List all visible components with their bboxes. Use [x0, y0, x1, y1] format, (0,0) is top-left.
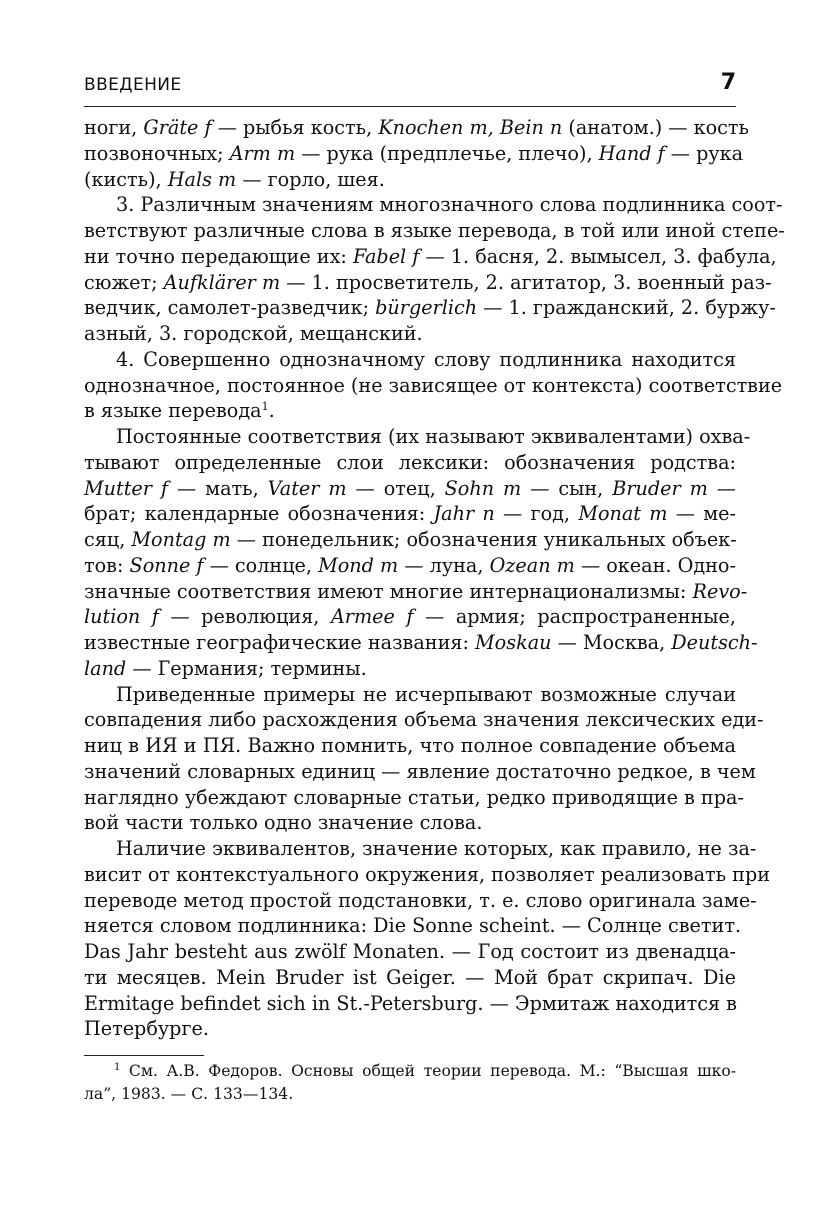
text-line — [84, 115, 749, 141]
text-line — [84, 527, 736, 553]
text-run: — солнце, — [203, 553, 319, 577]
italic-term: Fabel f — [352, 244, 420, 268]
text-line — [84, 321, 736, 347]
text-run: сюжет; — [84, 270, 164, 294]
text-line — [84, 991, 736, 1017]
text-run: — армия; распространенные, — [413, 605, 736, 629]
text-line — [84, 476, 736, 502]
page-header — [84, 68, 736, 107]
text-run: значений словарных единиц — явление достаточно редкое, в чем — [84, 759, 756, 783]
text-line — [116, 347, 736, 373]
italic-term: Armee f — [330, 605, 414, 629]
text-run: — луна, — [398, 553, 490, 577]
text-run: в языке перевода — [84, 399, 262, 423]
text-line — [116, 836, 757, 862]
text-run: наглядно убеждают словарные статьи, редко приводящие в пра- — [84, 785, 744, 809]
text-run: — ме- — [667, 502, 737, 526]
italic-term: Mond m — [318, 553, 399, 577]
text-line — [84, 630, 758, 656]
text-run: ла”, 1983. — С. 133—134. — [84, 1085, 294, 1103]
text-line — [84, 604, 736, 630]
text-run: — — [707, 476, 736, 500]
text-run: — Москва, — [551, 631, 672, 654]
text-line — [116, 192, 783, 218]
text-run: 4. Совершенно однозначному слову подлинника находится — [116, 347, 736, 371]
italic-term: Hand f — [598, 141, 665, 165]
text-run: — горло, шея. — [236, 167, 385, 191]
italic-term: Arm m — [229, 141, 296, 165]
text-run: известные географические названия: — [84, 631, 476, 654]
text-run: сяц, — [84, 528, 132, 551]
text-run: . — [268, 399, 275, 423]
text-run: — 1. просветитель, 2. агитатор, 3. военный раз- — [280, 270, 772, 294]
italic-term: Jahr n — [433, 502, 495, 526]
text-run: — сын, — [521, 476, 613, 500]
text-line — [84, 244, 777, 270]
text-run: ветствуют различные слова в языке перевода, в той или иной степе- — [84, 219, 785, 242]
italic-term: Montag m — [131, 528, 231, 551]
text-run: висит от контекстуального окружения, позволяет реализовать при — [84, 862, 771, 886]
text-run: См. А.В. Федоров. Основы общей теории перевода. М.: “Высшая шко- — [120, 1062, 736, 1080]
text-run: ти месяцев. Mein Bruder ist Geiger. — Мой брат скрипач. Die — [84, 965, 736, 989]
text-line — [84, 501, 736, 527]
text-run: — океан. Одно- — [574, 553, 736, 577]
text-run: Das Jahr besteht aus zwölf Monaten. — Год состоит из двенадца- — [84, 940, 736, 963]
text-line — [84, 785, 744, 811]
text-line — [84, 167, 736, 193]
italic-term: Sonne f — [129, 553, 204, 577]
italic-term: Monat m — [578, 502, 668, 526]
text-run: однозначное, постоянное (не зависящее от контекста) соответствие — [84, 373, 783, 397]
text-run: (кисть), — [84, 167, 168, 191]
text-run: вой части только одно значение слова. — [84, 811, 483, 835]
italic-term: bürgerlich — [375, 296, 478, 320]
text-line — [84, 373, 783, 399]
text-run: — рука (предплечье, плечо), — [295, 141, 599, 165]
text-line — [84, 656, 736, 682]
footnote-line — [114, 1060, 736, 1082]
footnote-separator — [84, 1055, 204, 1056]
italic-term: Aufklärer m — [163, 270, 281, 294]
text-line — [84, 270, 772, 296]
text-line — [84, 553, 736, 579]
text-run: — 1. басня, 2. вымысел, 3. фабула, — [419, 244, 777, 268]
text-run: ноги, — [84, 116, 144, 139]
text-run: тов: — [84, 553, 130, 577]
text-run: переводе метод простой подстановки, т. е. слово оригинала заме- — [84, 888, 757, 912]
text-line — [84, 862, 771, 888]
text-run: позвоночных; — [84, 141, 230, 165]
italic-term: Knochen m, Bein n — [378, 116, 563, 139]
text-run: — революция, — [158, 605, 331, 629]
footnote-marker: 1 — [114, 1062, 121, 1073]
text-run: тывают определенные слои лексики: обозначения родства: — [84, 450, 736, 474]
italic-term: lution f — [84, 605, 159, 629]
italic-term: Gräte f — [143, 116, 212, 139]
italic-term: Revo- — [692, 579, 748, 603]
text-run: брат; календарные обозначения: — [84, 502, 434, 526]
page-number: 7 — [720, 70, 736, 95]
text-run: — 1. гражданский, 2. буржу- — [477, 296, 776, 320]
text-run: Наличие эквивалентов, значение которых, как правило, не за- — [116, 837, 757, 860]
text-line — [84, 810, 736, 836]
italic-term: Moskau — [475, 631, 552, 654]
text-run: ни точно передающие их: — [84, 244, 353, 268]
text-line — [84, 295, 776, 321]
text-line — [84, 707, 764, 733]
text-run: Петербурге. — [84, 1017, 209, 1041]
text-run: — мать, — [168, 476, 268, 500]
text-run: — рыбья кость, — [211, 116, 379, 139]
italic-term: Ozean m — [489, 553, 575, 577]
text-run: ведчик, самолет-разведчик; — [84, 296, 376, 320]
text-run: Ermitage befindet sich in St.-Petersburg. — Эрмитаж находится в — [84, 991, 737, 1015]
text-run: — понедельник; обозначения уникальных объек- — [230, 528, 737, 551]
footnote-line — [84, 1083, 736, 1105]
text-line — [84, 965, 736, 991]
text-line — [84, 398, 736, 424]
text-line — [84, 1016, 736, 1042]
text-run: значные соответствия имеют многие интернационализмы: — [84, 579, 693, 603]
text-run: азный, 3. городской, мещанский. — [84, 322, 423, 345]
text-line — [84, 759, 756, 785]
text-run: ниц в ИЯ и ПЯ. Важно помнить, что полное совпадение объема — [84, 734, 736, 757]
text-run: Постоянные соответствия (их называют эквивалентами) охва- — [116, 425, 751, 448]
text-line — [116, 682, 736, 708]
text-line — [84, 913, 742, 939]
text-run: — Германия; термины. — [126, 656, 367, 680]
running-head: ВВЕДЕНИЕ — [84, 75, 182, 95]
italic-term: Vater m — [267, 476, 347, 500]
text-line — [116, 424, 751, 450]
text-line — [84, 450, 736, 476]
italic-term: land — [84, 656, 127, 680]
text-run: няется словом подлинника: Die Sonne scheint. — Солнце светит. — [84, 914, 742, 938]
text-line — [84, 733, 736, 759]
text-line — [84, 579, 748, 605]
italic-term: Bruder m — [612, 476, 708, 500]
italic-term: Deutsch- — [671, 631, 758, 654]
text-run: 3. Различным значениям многозначного слова подлинника соот- — [116, 193, 783, 217]
footnote-marker: 1 — [261, 400, 269, 414]
text-line — [84, 888, 757, 914]
text-run: Приведенные примеры не исчерпывают возможные случаи — [116, 682, 736, 706]
text-run: — отец, — [346, 476, 445, 500]
text-line — [84, 939, 736, 965]
italic-term: Sohn m — [444, 476, 522, 500]
italic-term: Mutter f — [84, 476, 169, 500]
text-run: (анатом.) — кость — [562, 116, 749, 139]
text-run: — рука — [664, 141, 744, 165]
text-line — [84, 218, 785, 244]
text-run: — год, — [494, 502, 579, 526]
text-run: совпадения либо расхождения объема значения лексических еди- — [84, 708, 764, 732]
text-line — [84, 141, 744, 167]
italic-term: Hals m — [167, 167, 237, 191]
